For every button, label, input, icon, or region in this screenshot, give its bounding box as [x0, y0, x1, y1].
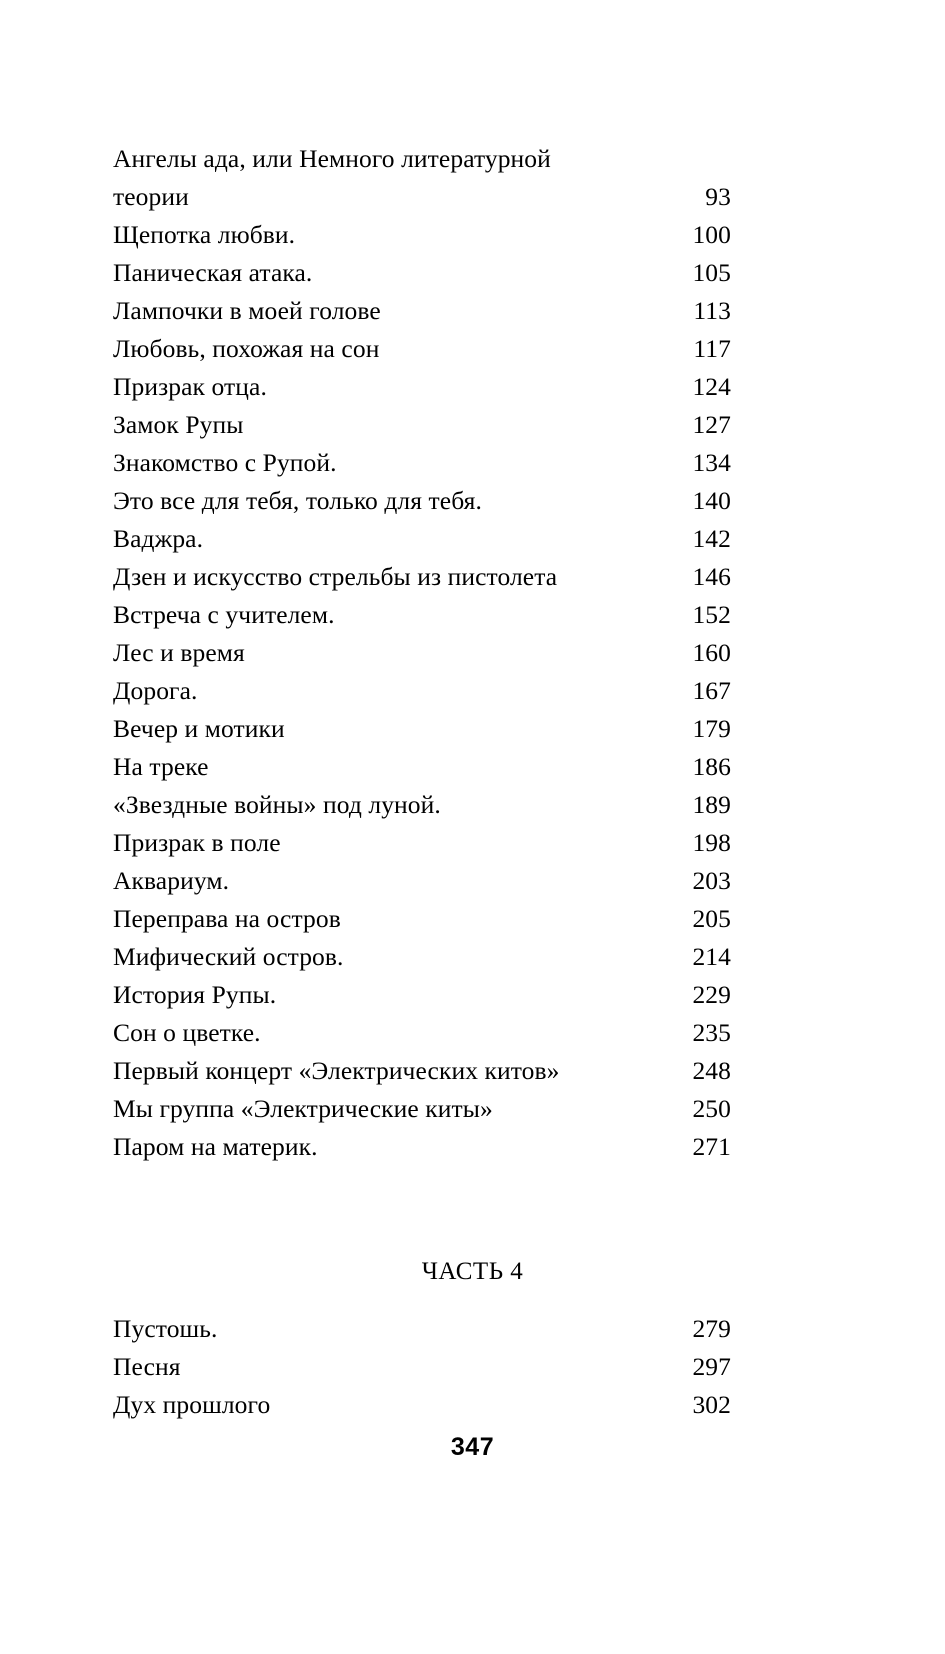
toc-entry-title: Песня [113, 1352, 181, 1381]
toc-entry[interactable] [113, 482, 731, 520]
dot-leader [250, 432, 689, 433]
toc-entry[interactable] [113, 938, 731, 976]
page-folio-number: 347 [450, 1433, 495, 1461]
toc-entry-title: Лес и время [113, 638, 245, 667]
toc-entry[interactable] [113, 1128, 731, 1166]
dot-leader [277, 1002, 690, 1003]
toc-entry-page-number: 250 [692, 1094, 731, 1123]
dot-leader [204, 546, 690, 547]
toc-entry-page-number: 189 [692, 790, 731, 819]
dot-leader [344, 964, 689, 965]
toc-entry-title: Любовь, похожая на сон [113, 334, 380, 363]
toc-entry-page-number: 105 [692, 258, 731, 287]
toc-entry-title: Встреча с учителем. [113, 600, 335, 629]
toc-entry[interactable] [113, 1090, 731, 1128]
toc-entry-title: На треке [113, 752, 209, 781]
table-of-contents-list-part4 [113, 1310, 731, 1424]
toc-entry-title: Паром на материк. [113, 1132, 318, 1161]
toc-entry-title: Аквариум. [113, 866, 230, 895]
toc-entry-page-number: 152 [692, 600, 731, 629]
dot-leader [380, 356, 690, 357]
dot-leader [189, 204, 693, 205]
toc-entry-title: Дух прошлого [113, 1390, 271, 1419]
dot-leader [335, 622, 689, 623]
dot-leader [564, 584, 689, 585]
toc-entry-page-number: 160 [692, 638, 731, 667]
toc-entry-title: Пустошь. [113, 1314, 218, 1343]
toc-entry-page-number: 179 [692, 714, 731, 743]
dot-leader [482, 508, 689, 509]
toc-entry[interactable] [113, 368, 731, 406]
toc-entry[interactable] [113, 558, 731, 596]
dot-leader [441, 812, 689, 813]
toc-entry-title: Лампочки в моей голове [113, 296, 381, 325]
toc-entry-title: Призрак отца. [113, 372, 267, 401]
toc-entry[interactable] [113, 824, 731, 862]
toc-entry[interactable] [113, 976, 731, 1014]
toc-entry-title: Дзен и искусство стрельбы из пистолета [113, 562, 558, 591]
dot-leader [261, 1040, 689, 1041]
dot-leader [288, 850, 690, 851]
toc-entry-title-line2: теории [113, 182, 189, 211]
toc-entry[interactable] [113, 710, 731, 748]
toc-entry[interactable] [113, 1052, 731, 1090]
toc-entry-page-number: 279 [692, 1314, 731, 1343]
toc-entry[interactable] [113, 330, 731, 368]
dot-leader [216, 774, 690, 775]
toc-entry-title: Щепотка любви. [113, 220, 296, 249]
toc-entry-title: Это все для тебя, только для тебя. [113, 486, 482, 515]
toc-entry[interactable] [113, 900, 731, 938]
toc-entry-title: Вечер и мотики [113, 714, 285, 743]
toc-entry[interactable] [113, 786, 731, 824]
table-of-contents-list [113, 140, 731, 1166]
toc-entry-title: Мы группа «Электрические киты» [113, 1094, 493, 1123]
toc-entry-page-number: 127 [692, 410, 731, 439]
toc-entry-title: Призрак в поле [113, 828, 281, 857]
toc-entry-title: Мифический остров. [113, 942, 344, 971]
toc-entry-page-number: 297 [692, 1352, 731, 1381]
toc-entry[interactable] [113, 672, 731, 710]
toc-entry[interactable] [113, 748, 731, 786]
toc-entry[interactable] [113, 862, 731, 900]
toc-entry[interactable] [113, 1348, 731, 1386]
toc-entry-title: Ваджра. [113, 524, 204, 553]
toc-entry-title: Первый концерт «Электрических китов» [113, 1056, 560, 1085]
toc-entry-page-number: 214 [692, 942, 731, 971]
toc-entry-page-number: 248 [692, 1056, 731, 1085]
dot-leader [348, 926, 690, 927]
toc-entry[interactable] [113, 1310, 731, 1348]
toc-entry-page-number: 100 [692, 220, 731, 249]
toc-entry[interactable] [113, 444, 731, 482]
dot-leader [567, 1078, 690, 1079]
toc-entry-title: Дорога. [113, 676, 198, 705]
toc-entry[interactable] [113, 1014, 731, 1052]
dot-leader [296, 242, 690, 243]
toc-entry[interactable] [113, 634, 731, 672]
dot-leader [198, 698, 689, 699]
toc-entry-page-number: 146 [692, 562, 731, 591]
toc-entry-page-number: 93 [705, 182, 731, 211]
toc-entry-title: Знакомство с Рупой. [113, 448, 337, 477]
dot-leader [188, 1374, 690, 1375]
dot-leader [230, 888, 690, 889]
toc-entry-page-number: 117 [693, 334, 731, 363]
dot-leader [285, 736, 689, 737]
toc-entry-page-number: 198 [692, 828, 731, 857]
toc-entry[interactable] [113, 254, 731, 292]
toc-entry-title: История Рупы. [113, 980, 277, 1009]
dot-leader [500, 1116, 690, 1117]
toc-entry-page-number: 113 [693, 296, 731, 325]
toc-entry[interactable] [113, 140, 731, 216]
part-heading: ЧАСТЬ 4 [421, 1258, 524, 1285]
toc-entry-title: Паническая атака. [113, 258, 313, 287]
toc-entry-page-number: 271 [692, 1132, 731, 1161]
toc-entry[interactable] [113, 406, 731, 444]
toc-entry[interactable] [113, 520, 731, 558]
toc-entry-title: Сон о цветке. [113, 1018, 261, 1047]
toc-entry-page-number: 186 [692, 752, 731, 781]
dot-leader [218, 1336, 689, 1337]
toc-entry-tail [113, 178, 731, 216]
toc-entry-page-number: 167 [692, 676, 731, 705]
toc-entry-title: «Звездные войны» под луной. [113, 790, 441, 819]
toc-entry-page-number: 235 [692, 1018, 731, 1047]
toc-entry-page-number: 134 [692, 448, 731, 477]
dot-leader [267, 394, 689, 395]
dot-leader [277, 1412, 689, 1413]
toc-entry[interactable] [113, 1386, 731, 1424]
toc-entry-title: Переправа на остров [113, 904, 341, 933]
toc-entry[interactable] [113, 292, 731, 330]
toc-entry[interactable] [113, 216, 731, 254]
toc-entry[interactable] [113, 596, 731, 634]
toc-entry-page-number: 203 [692, 866, 731, 895]
toc-entry-page-number: 142 [692, 524, 731, 553]
toc-entry-title-line1: Ангелы ада, или Немного литературной [113, 144, 551, 173]
dot-leader [252, 660, 690, 661]
toc-entry-page-number: 229 [692, 980, 731, 1009]
toc-entry-page-number: 140 [692, 486, 731, 515]
dot-leader [388, 318, 691, 319]
dot-leader [313, 280, 690, 281]
dot-leader [337, 470, 689, 471]
toc-entry-title: Замок Рупы [113, 410, 244, 439]
toc-entry-page-number: 302 [692, 1390, 731, 1419]
toc-entry-page-number: 124 [692, 372, 731, 401]
dot-leader [318, 1154, 689, 1155]
toc-entry-page-number: 205 [692, 904, 731, 933]
